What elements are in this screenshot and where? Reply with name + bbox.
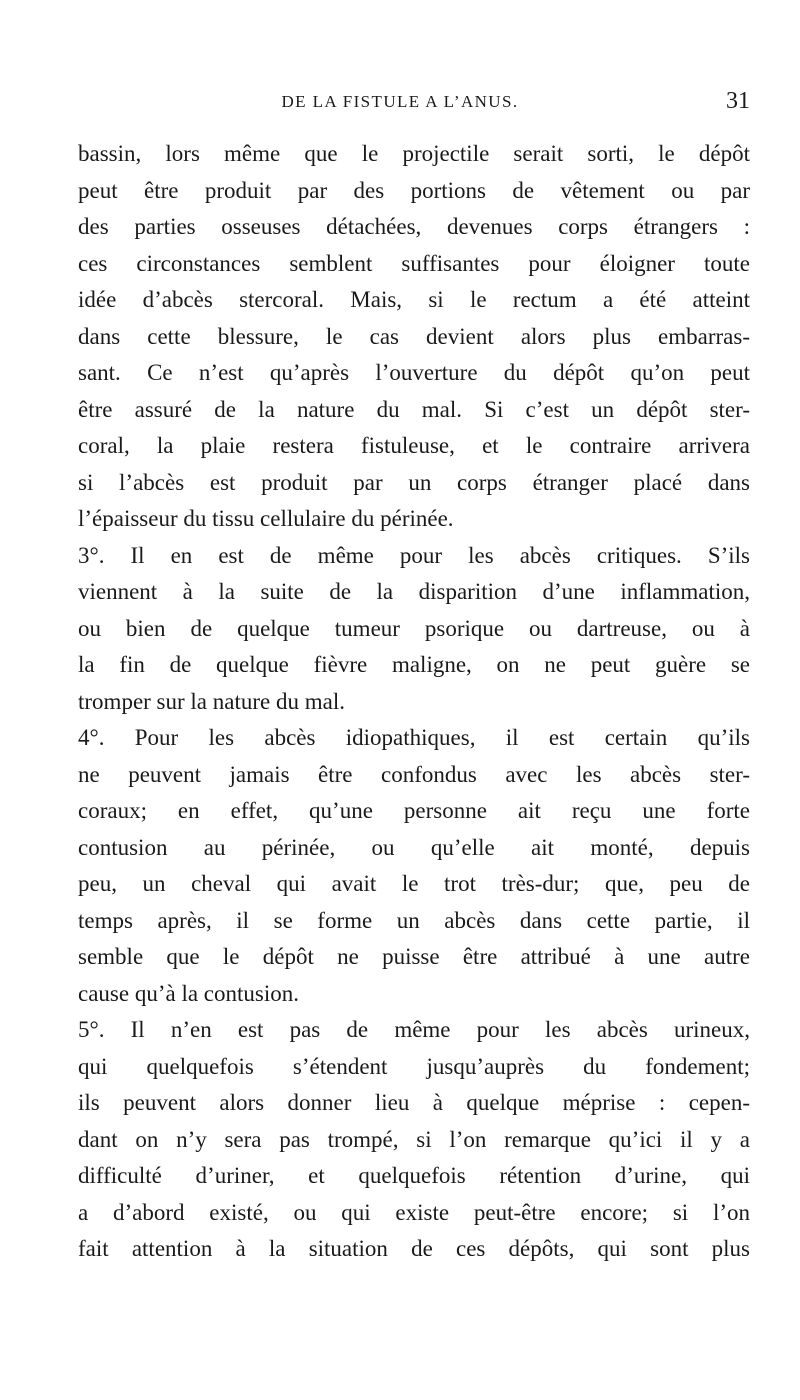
text-line: 4°. Pour les abcès idiopathiques, il est certain qu’ils <box>78 725 750 750</box>
text-line: tromper sur la nature du mal. <box>78 688 345 714</box>
text-line: a d’abord existé, ou qui existe peut-être encore; si l’on <box>78 1199 750 1225</box>
text-line: temps après, il se forme un abcès dans cette partie, il <box>78 907 750 933</box>
text-line: contusion au périnée, ou qu’elle ait monté, depuis <box>78 834 750 860</box>
running-head <box>0 88 800 122</box>
text-line: dans cette blessure, le cas devient alors plus embarras- <box>78 323 750 349</box>
body-text <box>78 136 750 1268</box>
text-line: dant on n’y sera pas trompé, si l’on remarque qu’ici il y a <box>78 1126 750 1152</box>
text-line: peu, un cheval qui avait le trot très-dur; que, peu de <box>78 871 750 896</box>
text-line: viennent à la suite de la disparition d’une inflammation, <box>78 579 750 604</box>
text-line: si l’abcès est produit par un corps étranger placé dans <box>78 469 750 495</box>
text-line: ces circonstances semblent suffisantes pour éloigner toute <box>78 250 750 276</box>
text-line: bassin, lors même que le projectile serait sorti, le dépôt <box>78 141 750 166</box>
text-line: être assuré de la nature du mal. Si c’est un dépôt ster- <box>78 396 750 422</box>
text-line: la fin de quelque fièvre maligne, on ne peut guère se <box>78 652 750 677</box>
text-line: l’épaisseur du tissu cellulaire du périnée. <box>78 506 454 531</box>
text-line: ou bien de quelque tumeur psorique ou dartreuse, ou à <box>78 615 750 641</box>
text-line: coraux; en effet, qu’une personne ait reçu une forte <box>78 798 750 823</box>
text-line: cause qu’à la contusion. <box>78 980 299 1006</box>
text-line: sant. Ce n’est qu’après l’ouverture du dépôt qu’on peut <box>78 360 750 385</box>
page-number: 31 <box>726 88 750 114</box>
text-line: idée d’abcès stercoral. Mais, si le rectum a été atteint <box>78 287 750 312</box>
text-line: 5°. Il n’en est pas de même pour les abcès urineux, <box>78 1017 750 1042</box>
text-line: semble que le dépôt ne puisse être attribué à une autre <box>78 944 750 969</box>
text-line: des parties osseuses détachées, devenues corps étrangers : <box>78 214 750 239</box>
text-line: 3°. Il en est de même pour les abcès critiques. S’ils <box>78 542 750 568</box>
text-line: ne peuvent jamais être confondus avec les abcès ster- <box>78 761 750 787</box>
text-line: qui quelquefois s’étendent jusqu’auprès du fondement; <box>78 1053 750 1079</box>
text-line: ils peuvent alors donner lieu à quelque méprise : cepen- <box>78 1090 750 1115</box>
text-line: coral, la plaie restera fistuleuse, et le contraire arrivera <box>78 433 750 458</box>
text-line: difficulté d’uriner, et quelquefois rétention d’urine, qui <box>78 1163 750 1188</box>
text-line: fait attention à la situation de ces dépôts, qui sont plus <box>78 1236 750 1261</box>
text-line: peut être produit par des portions de vêtement ou par <box>78 177 750 203</box>
running-title: DE LA FISTULE A L’ANUS. <box>281 92 519 111</box>
